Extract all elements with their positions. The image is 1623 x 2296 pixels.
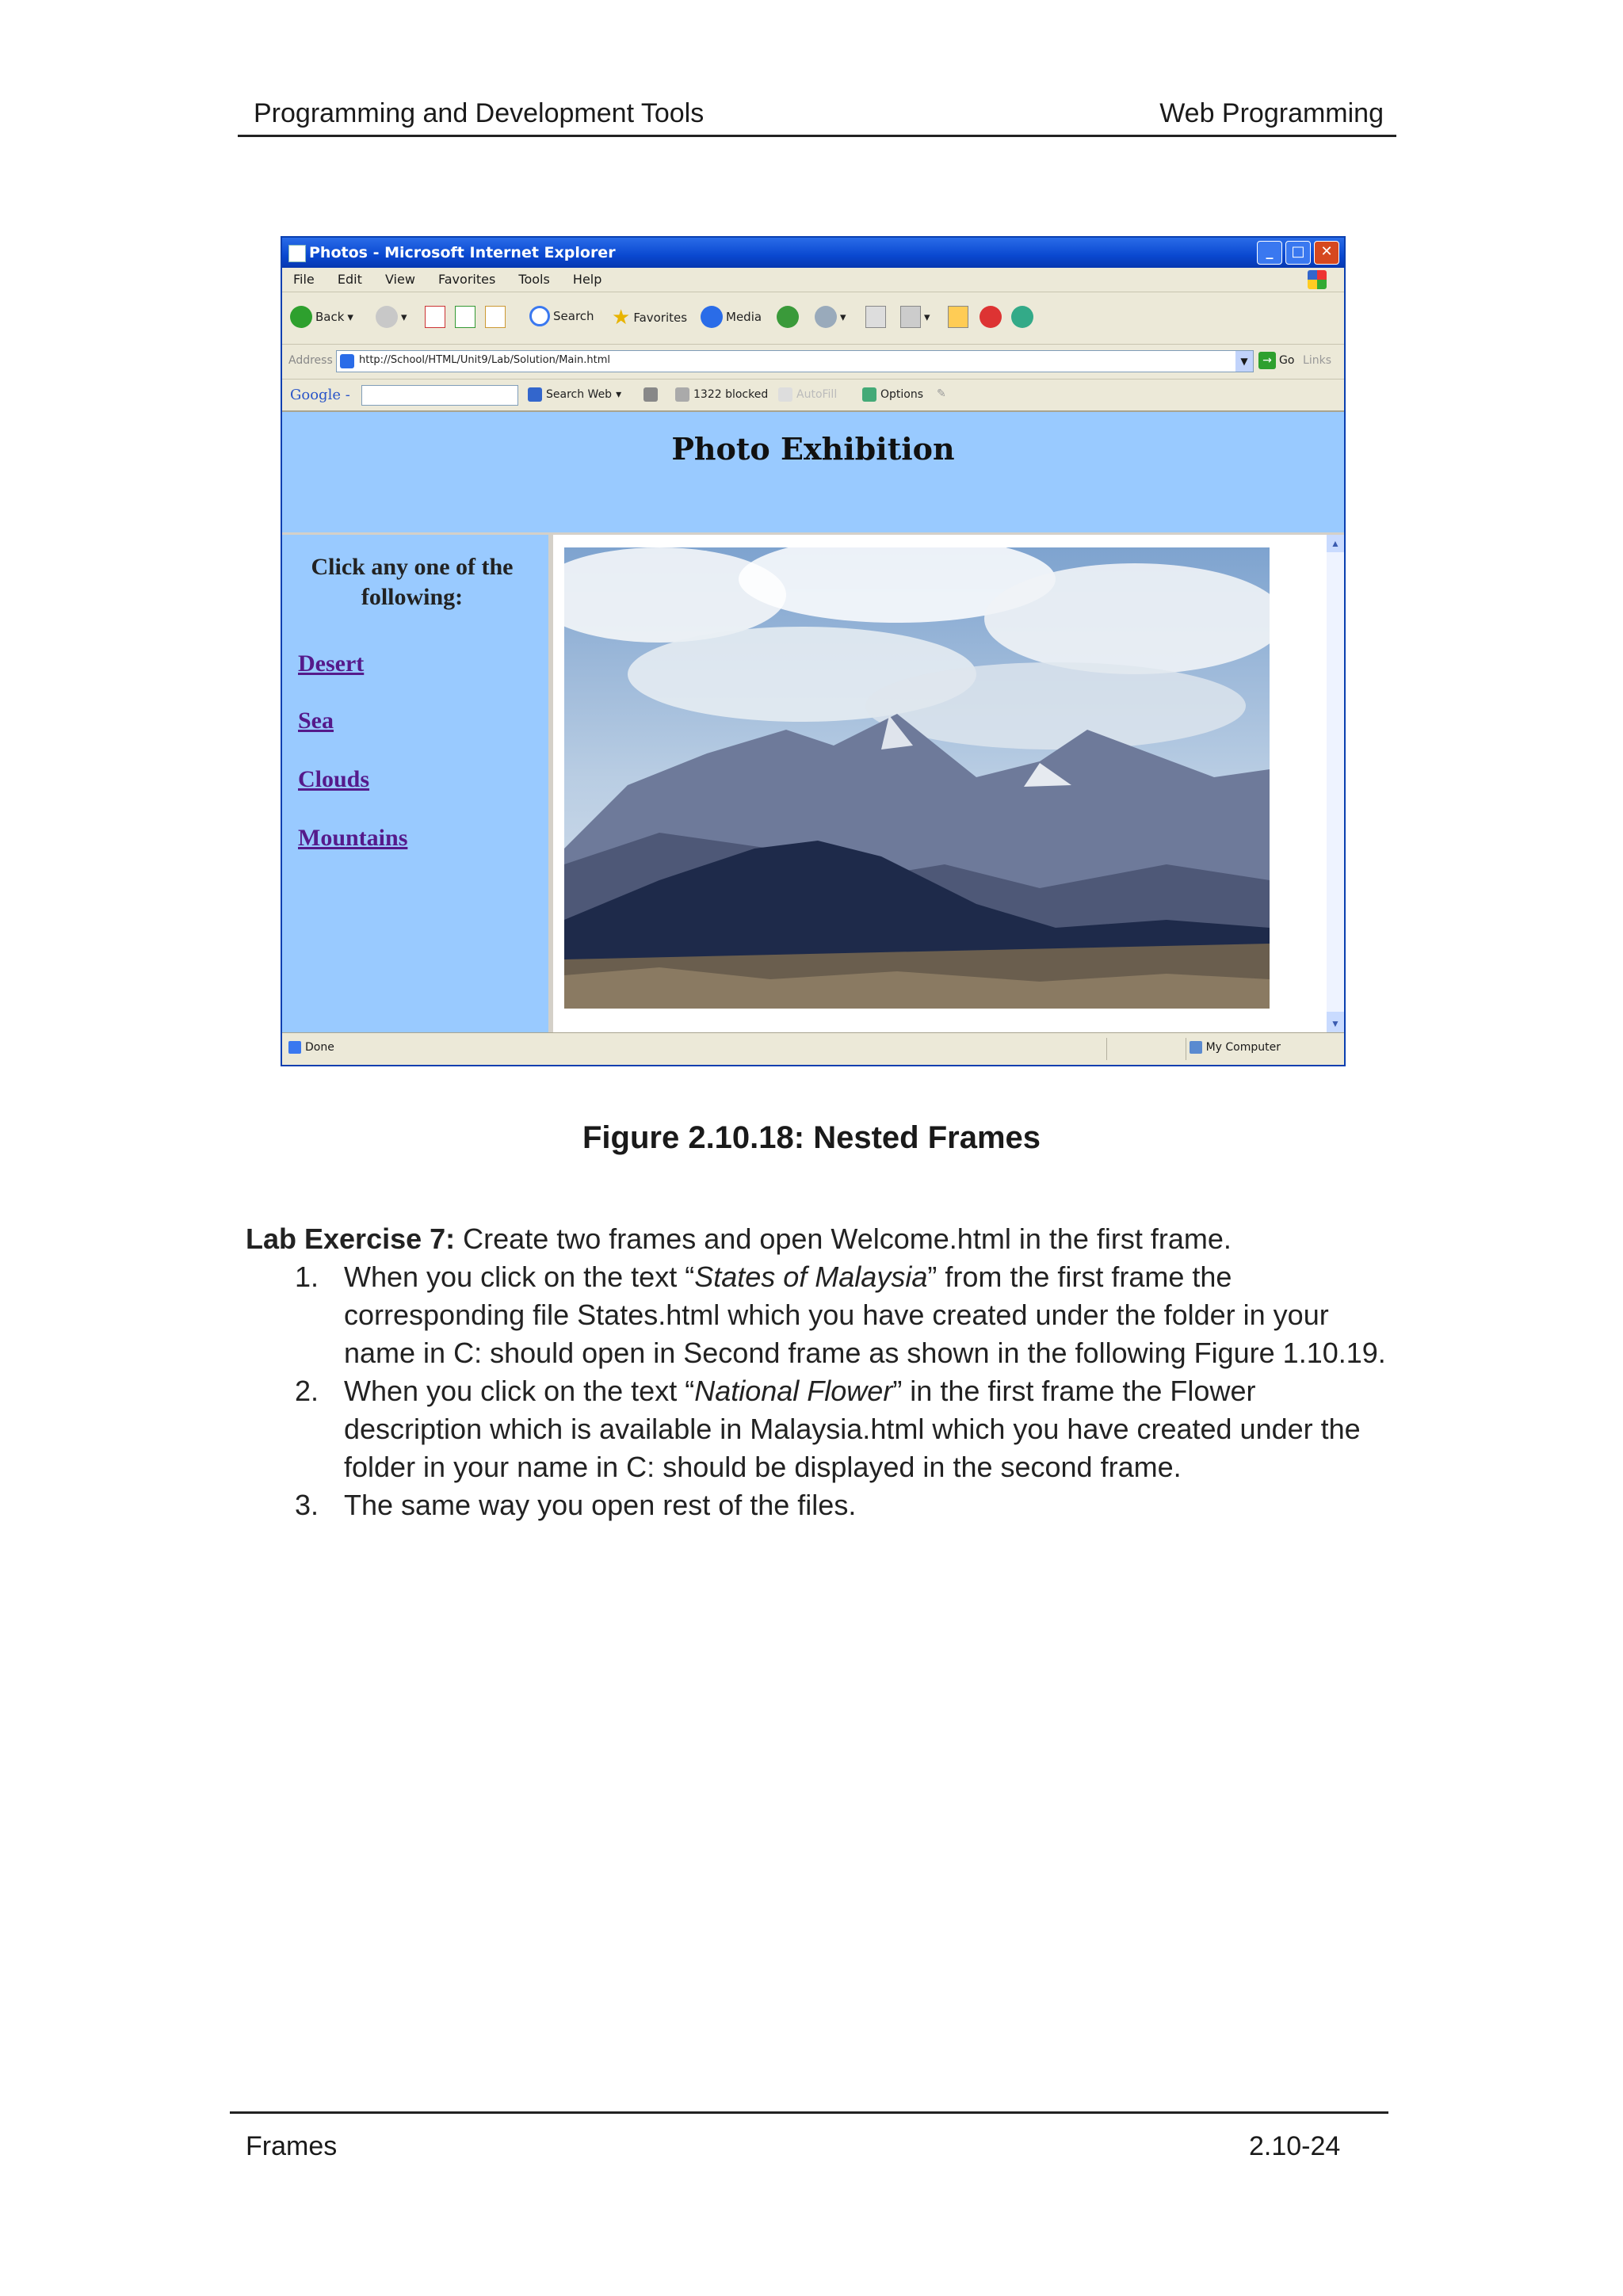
footer-section: Frames: [246, 2131, 338, 2161]
refresh-icon: [455, 306, 475, 328]
lab-intro: [246, 1220, 1387, 1258]
go-arrow-icon: →: [1258, 352, 1276, 369]
step-number: 2.: [295, 1375, 319, 1407]
search-web-button[interactable]: Search Web ▾: [528, 387, 621, 402]
media-icon: [701, 306, 723, 328]
page-done-icon: [288, 1041, 301, 1054]
popup-blocker-button[interactable]: [675, 387, 768, 402]
back-label: Back: [315, 310, 345, 324]
discuss-button[interactable]: [948, 306, 968, 328]
status-divider: [1106, 1038, 1107, 1060]
mountain-photo: [564, 547, 1270, 1009]
browser-title-bar: [282, 238, 1344, 268]
page-number: 2.10-24: [1249, 2131, 1341, 2161]
list-item: [246, 1372, 1387, 1486]
step-text: ” from the first frame the corresponding file States.html which you have created under the folder in your name in C: should open in Second frame as shown in the following Figure 1.10.19.: [344, 1261, 1386, 1369]
page-header: [238, 95, 1396, 137]
close-button[interactable]: ✕: [1314, 241, 1339, 265]
lab-intro-text: Create two frames and open Welcome.html in the first frame.: [463, 1222, 1232, 1255]
ie-icon: [288, 245, 306, 262]
print-button[interactable]: [865, 306, 886, 328]
menu-tools[interactable]: Tools: [518, 272, 550, 287]
back-button[interactable]: Back ▾: [290, 306, 353, 328]
history-icon: [777, 306, 799, 328]
search-label: Search: [553, 309, 594, 323]
step-number: 3.: [295, 1489, 319, 1521]
search-button[interactable]: [529, 306, 594, 326]
footer-rule: [230, 2111, 1388, 2114]
scroll-thumb[interactable]: [1327, 552, 1344, 1012]
forward-arrow-icon: [376, 306, 398, 328]
forward-button[interactable]: ▾: [376, 306, 407, 328]
windows-logo-icon: [1308, 270, 1327, 289]
search-web-label: Search Web: [546, 388, 613, 401]
vertical-scrollbar[interactable]: [1327, 535, 1344, 1032]
highlight-pen-icon[interactable]: ✎: [937, 387, 946, 400]
step-text: The same way you open rest of the files.: [344, 1489, 857, 1521]
favorites-label: Favorites: [633, 311, 688, 325]
page-title: Photo Exhibition: [671, 431, 955, 467]
research-icon: [1011, 306, 1033, 328]
header-right: Web Programming: [1159, 98, 1384, 128]
menu-edit[interactable]: Edit: [337, 272, 362, 287]
go-label: Go: [1279, 354, 1295, 367]
step-number: 1.: [295, 1261, 319, 1293]
autofill-icon: [778, 387, 792, 402]
address-input[interactable]: [336, 350, 1254, 372]
nav-link-desert[interactable]: Desert: [298, 650, 365, 677]
options-icon: [862, 387, 876, 402]
step-emphasis: States of Malaysia: [694, 1261, 928, 1293]
options-button[interactable]: [862, 387, 923, 402]
scroll-down-icon[interactable]: ▼: [1331, 1018, 1340, 1029]
step-text: When you click on the text “: [344, 1375, 695, 1407]
menu-favorites[interactable]: Favorites: [438, 272, 496, 287]
menu-bar: [282, 268, 1344, 292]
options-label: Options: [880, 388, 924, 401]
status-zone: [1190, 1041, 1281, 1054]
page-icon: [340, 354, 354, 368]
search-icon: [529, 306, 550, 326]
search-web-icon: [528, 387, 542, 402]
edit-icon: [900, 306, 921, 328]
minimize-button[interactable]: _: [1257, 241, 1282, 265]
print-icon: [865, 306, 886, 328]
messenger-button[interactable]: [980, 306, 1002, 328]
address-dropdown-icon[interactable]: ▼: [1235, 351, 1253, 372]
popup-blocker-icon: [675, 387, 689, 402]
nav-link-sea[interactable]: Sea: [298, 707, 334, 734]
favorites-button[interactable]: [612, 306, 687, 330]
mail-button[interactable]: ▾: [815, 306, 846, 328]
list-item: [246, 1486, 1387, 1524]
menu-file[interactable]: File: [293, 272, 315, 287]
list-item: [246, 1258, 1387, 1372]
status-done: [288, 1041, 334, 1054]
step-text: ” in the first frame the Flower description which is available in Malaysia.html which you have created under the folder in your name in C: should be displayed in the second frame.: [344, 1375, 1361, 1483]
stop-button[interactable]: [425, 306, 445, 328]
page-rank-button[interactable]: [643, 387, 658, 402]
browser-window: [281, 236, 1346, 1066]
left-frame: [282, 535, 553, 1032]
google-toolbar: [282, 379, 1344, 412]
research-button[interactable]: [1011, 306, 1033, 328]
step-emphasis: National Flower: [694, 1375, 893, 1407]
address-label: Address: [288, 354, 333, 367]
home-icon: [485, 306, 506, 328]
google-search-input[interactable]: [361, 385, 518, 406]
page-rank-icon: [643, 387, 658, 402]
stop-icon: [425, 306, 445, 328]
autofill-label: AutoFill: [796, 388, 838, 401]
scroll-up-icon[interactable]: ▲: [1331, 538, 1340, 549]
back-arrow-icon: [290, 306, 312, 328]
status-right-text: My Computer: [1205, 1041, 1281, 1054]
status-left-text: Done: [305, 1041, 334, 1054]
computer-icon: [1190, 1041, 1202, 1054]
content-frame: [553, 535, 1344, 1032]
messenger-icon: [980, 306, 1002, 328]
home-button[interactable]: [485, 306, 506, 328]
edit-button[interactable]: ▾: [900, 306, 930, 328]
star-icon: ★: [612, 306, 631, 330]
maximize-button[interactable]: □: [1285, 241, 1311, 265]
lab-exercise: [246, 1220, 1387, 1524]
toolbar: [282, 292, 1344, 345]
menu-view[interactable]: View: [384, 272, 415, 287]
media-label: Media: [726, 310, 762, 324]
media-button[interactable]: [701, 306, 762, 328]
mail-icon: [815, 306, 837, 328]
nav-prompt: Click any one of the following:: [311, 554, 514, 610]
header-left: Programming and Development Tools: [254, 98, 705, 128]
nav-link-clouds[interactable]: Clouds: [298, 766, 370, 792]
autofill-button[interactable]: [778, 387, 837, 402]
nav-link-mountains[interactable]: Mountains: [298, 825, 408, 851]
history-button[interactable]: [777, 306, 799, 328]
address-bar: [282, 344, 1344, 379]
note-icon: [948, 306, 968, 328]
go-button[interactable]: [1258, 352, 1294, 369]
browser-title: Photos - Microsoft Internet Explorer: [309, 244, 616, 261]
google-logo[interactable]: Google -: [290, 387, 350, 403]
address-url: http://School/HTML/Unit9/Lab/Solution/Main.html: [359, 354, 610, 366]
refresh-button[interactable]: [455, 306, 475, 328]
links-button[interactable]: Links: [1303, 354, 1331, 367]
menu-help[interactable]: Help: [572, 272, 602, 287]
popup-blocked-count: 1322 blocked: [693, 388, 769, 401]
lab-lead: Lab Exercise 7:: [246, 1222, 456, 1255]
figure-caption: Figure 2.10.18: Nested Frames: [582, 1120, 1041, 1155]
top-frame: [282, 412, 1344, 535]
status-bar: [282, 1032, 1344, 1065]
step-text: When you click on the text “: [344, 1261, 695, 1293]
lab-steps: [246, 1258, 1387, 1524]
